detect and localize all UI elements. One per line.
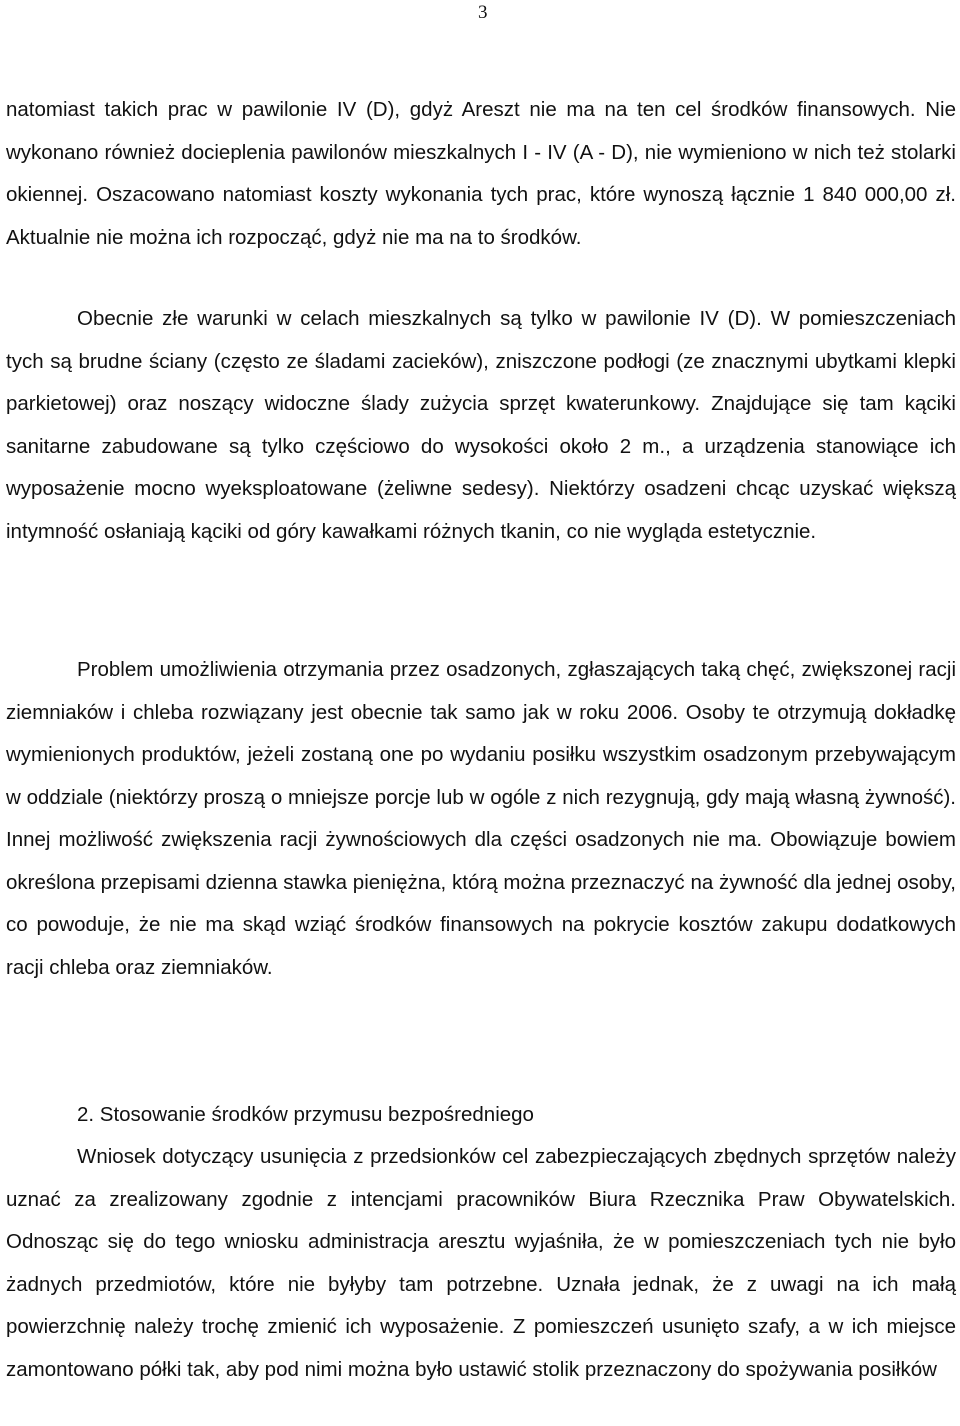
paragraph-food-rations: Problem umożliwienia otrzymania przez osadzonych, zgłaszających taką chęć, zwiększonej racji ziemniaków i chleba rozwiązany jest obecnie tak samo jak w roku 2006. Osoby te otrzymują dokładkę wymienionych produktów, jeżeli zostaną one po wydaniu posiłku wszystkim osadzonym przebywającym w oddziale (niektórzy proszą o mniejsze porcje lub w ogóle z nich rezygnują, gdy mają własną żywność). Innej możliwość zwiększenia racji żywnościowych dla części osadzonych nie ma. Obowiązuje bowiem określona przepisami dzienna stawka pieniężna, którą można przeznaczyć na żywność dla jednej osoby, co powoduje, że nie ma skąd wziąć środków finansowych na pokrycie kosztów zakupu dodatkowych racji chleba oraz ziemniaków. [6,658,956,979]
paragraph-direct-coercion: Wniosek dotyczący usunięcia z przedsionków cel zabezpieczających zbędnych sprzętów należy uznać za zrealizowany zgodnie z intencjami pracowników Biura Rzecznika Praw Obywatelskich. Odnosząc się do tego wniosku administracja aresztu wyjaśniła, że w pomieszczeniach tych nie było żadnych przedmiotów, które nie byłyby tam potrzebne. Uznała jednak, że z uwagi na ich małą powierzchnię należy trochę zmienić ich wyposażenie. Z pomieszczeń usunięto szafy, a w ich miejsce zamontowano półki tak, aby pod nimi można było ustawić stolik przeznaczony do spożywania posiłków [6,1145,956,1381]
section-heading: 2. Stosowanie środków przymusu bezpośredniego [77,1103,534,1126]
paragraph-insulation-costs: natomiast takich prac w pawilonie IV (D), gdyż Areszt nie ma na ten cel środków finansowych. Nie wykonano również docieplenia pawilonów mieszkalnych I - IV (A - D), nie wymieniono w nich też stolarki okiennej. Oszacowano natomiast koszty wykonania tych prac, które wynoszą łącznie 1 840 000,00 zł. Aktualnie nie można ich rozpocząć, gdyż nie ma na to środków. [6,98,956,249]
paragraph-cell-conditions: Obecnie złe warunki w celach mieszkalnych są tylko w pawilonie IV (D). W pomieszczeniach tych są brudne ściany (często ze śladami zacieków), zniszczone podłogi (ze znacznymi ubytkami klepki parkietowej) oraz noszący widoczne ślady zużycia sprzęt kwaterunkowy. Znajdujące się tam kąciki sanitarne zabudowane są tylko częściowo do wysokości około 2 m., a urządzenia stanowiące ich wyposażenie mocno wyeksploatowane (żeliwne sedesy). Niektórzy osadzeni chcąc uzyskać większą intymność osłaniają kąciki od góry kawałkami różnych tkanin, co nie wygląda estetycznie. [6,307,956,543]
page-number: 3 [478,2,488,23]
